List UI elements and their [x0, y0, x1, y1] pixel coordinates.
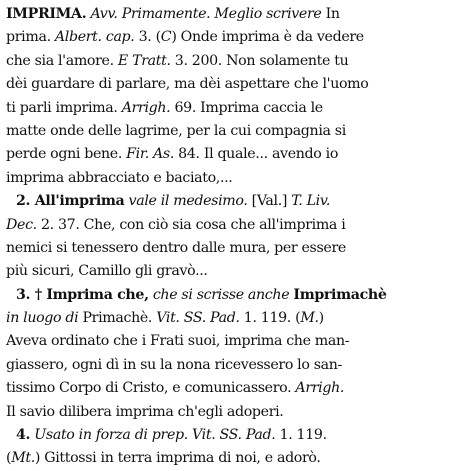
- headword-text: IMPRIMA.: [6, 6, 87, 22]
- entry-line: [6, 307, 465, 330]
- body-text: giassero, ogni dì in su la nona ricevessero lo san-: [6, 356, 342, 373]
- italic-text: Dec.: [6, 216, 37, 233]
- body-text: [Val.]: [247, 193, 292, 210]
- body-text: nemici si tenessero dentro dalle mura, per essere: [6, 239, 346, 256]
- italic-text: Fir. As.: [126, 146, 175, 163]
- italic-text: T. Liv.: [291, 193, 330, 210]
- entry-line: [6, 237, 465, 260]
- entry-line: [6, 26, 465, 49]
- body-text: più sicuri, Camillo gli gravò...: [6, 263, 208, 280]
- italic-text: vale il medesimo.: [128, 193, 248, 210]
- body-text: ti parli imprima.: [6, 99, 122, 116]
- italic-text: in luogo di: [6, 310, 79, 327]
- body-text: (: [6, 450, 12, 467]
- body-text: Il savio dilibera imprima ch'egli adoperi.: [6, 403, 284, 420]
- entry-line: [6, 330, 465, 353]
- body-text: imprima abbracciato e baciato,...: [6, 169, 233, 186]
- entry-line: [6, 284, 465, 307]
- italic-text: Arrigh.: [295, 380, 345, 397]
- body-text: tissimo Corpo di Cristo, e comunicassero.: [6, 380, 296, 397]
- italic-text: Vit. SS. Pad.: [156, 310, 240, 327]
- entry-line: [6, 143, 465, 166]
- body-text: prima.: [6, 29, 55, 46]
- entry-line: [6, 120, 465, 143]
- body-text: perde ogni bene.: [6, 146, 127, 163]
- body-text: 2. 37. Che, con ciò sia cosa che all'imprima i: [36, 216, 346, 233]
- entry-line: [6, 260, 465, 283]
- entry-line: [6, 73, 465, 96]
- entry-line: [6, 214, 465, 237]
- body-text: ) Gittossi in terra imprima di noi, e adorò.: [34, 450, 321, 467]
- body-text: 3. 200. Non solamente tu: [170, 52, 349, 69]
- italic-text: E Tratt.: [117, 52, 171, 69]
- headword-text: 3. † Imprima che,: [16, 286, 149, 303]
- headword-text: 2. All'imprima: [16, 193, 125, 210]
- italic-text: Albert. cap.: [54, 29, 135, 46]
- italic-text: che si scrisse anche: [152, 286, 290, 303]
- body-text: 1. 119. (: [239, 310, 301, 327]
- italic-text: Mt.: [11, 450, 35, 467]
- italic-text: C: [160, 29, 172, 46]
- entry-line: [6, 97, 465, 120]
- body-text: Aveva ordinato che i Frati suoi, imprima che man-: [6, 333, 350, 350]
- body-text: 69. Imprima caccia le: [170, 99, 323, 116]
- italic-text: M.: [300, 310, 319, 327]
- entry-line: [6, 401, 465, 424]
- body-text: Primachè.: [78, 310, 157, 327]
- italic-text: Usato in forza di prep. Vit. SS. Pad.: [34, 427, 276, 444]
- body-text: In: [321, 6, 340, 22]
- body-text: 84. Il quale... avendo io: [174, 146, 339, 163]
- body-text: dèi guardare di parlare, ma dèi aspettare che l'uomo: [6, 76, 369, 93]
- entry-line: [6, 190, 465, 213]
- headword-text: Imprimachè: [293, 286, 387, 303]
- italic-text: Arrigh.: [121, 99, 171, 116]
- entry-line: [6, 167, 465, 190]
- entry-line: [6, 447, 465, 470]
- entry-line: [6, 377, 465, 400]
- body-text: ) Onde imprima è da vedere: [171, 29, 364, 46]
- body-text: 3. (: [134, 29, 161, 46]
- entry-line: [6, 3, 465, 26]
- body-text: matte onde delle lagrime, per la cui compagnia si: [6, 122, 346, 139]
- entry-line: [6, 50, 465, 73]
- entry-line: [6, 354, 465, 377]
- italic-text: Avv. Primamente. Meglio scrivere: [90, 6, 322, 22]
- headword-text: 4.: [16, 427, 31, 444]
- body-text: 1. 119.: [275, 427, 327, 444]
- entry-line: [6, 424, 465, 447]
- body-text: ): [318, 310, 324, 327]
- body-text: che sia l'amore.: [6, 52, 118, 69]
